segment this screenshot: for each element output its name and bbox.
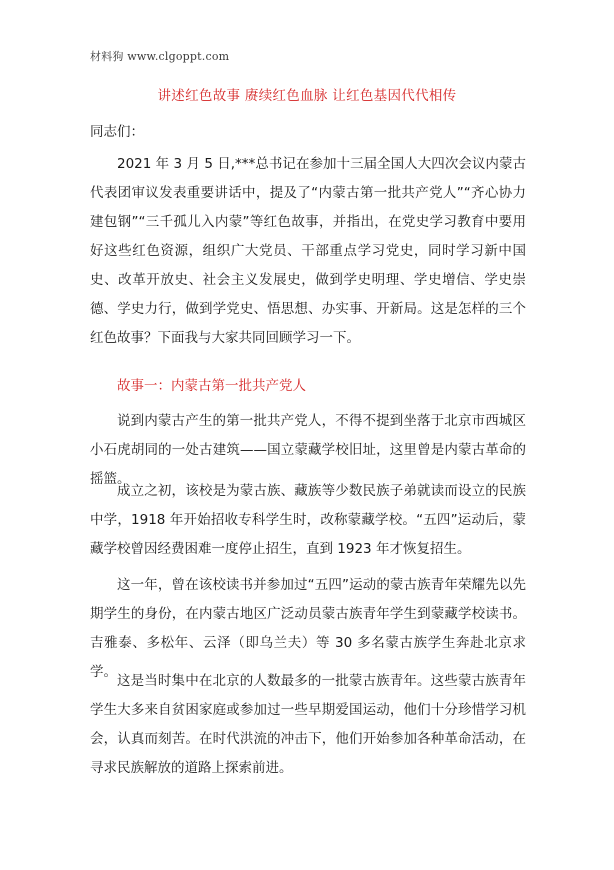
paragraph-text: 这一年，曾在该校读书并参加过“五四”运动的蒙古族青年荣耀先以先期学生的身份，在内蒙古地区广泛动员蒙古族青年学生到蒙藏学校读书。吉雅泰、多松年、云泽（即乌兰夫）等 30 多名蒙古族学生奔赴北京求学。	[90, 577, 526, 680]
site-watermark-header: 材料狗 www.clgoppt.com	[90, 50, 230, 63]
paragraph-text: 这是当时集中在北京的人数最多的一批蒙古族青年。这些蒙古族青年学生大多来自贫困家庭或参加过一些早期爱国运动，他们十分珍惜学习机会，认真而刻苦。在时代洪流的冲击下，他们开始参加各种革命活动，在寻求民族解放的道路上探索前进。	[90, 673, 526, 776]
paragraph-story-4	[90, 667, 526, 783]
paragraph-text: 说到内蒙古产生的第一批共产党人，不得不提到坐落于北京市西城区小石虎胡同的一处古建筑——国立蒙藏学校旧址，这里曾是内蒙古革命的摇篮。	[90, 413, 526, 487]
paragraph-text: 成立之初，该校是为蒙古族、藏族等少数民族子弟就读而设立的民族中学，1918 年开始招收专科学生时，改称蒙藏学校。“五四”运动后，蒙藏学校曾因经费困难一度停止招生，直到 1923 年才恢复招生。	[90, 483, 526, 557]
document-title: 讲述红色故事 赓续红色血脉 让红色基因代代相传	[157, 88, 457, 104]
paragraph-story-2	[90, 477, 526, 564]
salutation: 同志们：	[90, 124, 144, 140]
paragraph-intro	[90, 150, 526, 353]
paragraph-text: 2021 年 3 月 5 日,***总书记在参加十三届全国人大四次会议内蒙古代表团审议发表重要讲话中，提及了“内蒙古第一批共产党人”“齐心协力建包钢”“三千孤儿入内蒙”等红色故事，并指出，在党史学习教育中要用好这些红色资源，组织广大党员、干部重点学习党史，同时学习新中国史、改革开放史、社会主义发展史，做到学史明理、学史增信、学史崇德、学史力行，做到学党史、悟思想、办实事、开新局。这是怎样的三个红色故事？下面我与大家共同回顾学习一下。	[90, 156, 526, 346]
section-heading: 故事一：内蒙古第一批共产党人	[117, 378, 306, 394]
